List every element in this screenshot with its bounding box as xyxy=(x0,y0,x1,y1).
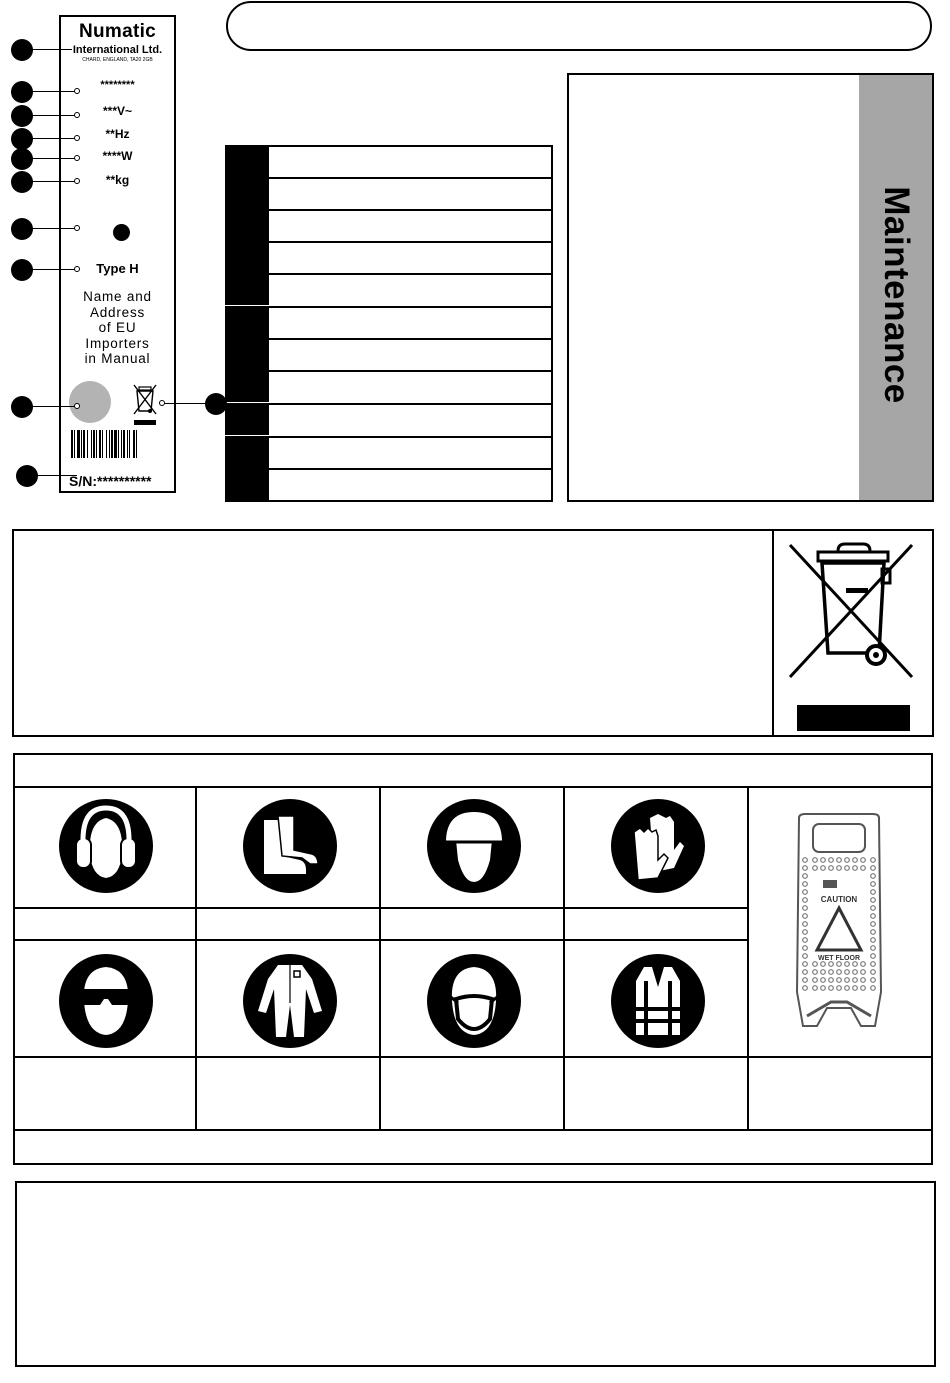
callout-bullet xyxy=(205,393,227,415)
key-row xyxy=(225,177,553,209)
plate-type: Type H xyxy=(96,261,139,276)
ppe-grid-line xyxy=(13,786,933,788)
key-number xyxy=(225,147,269,177)
safety-boots-icon xyxy=(242,798,338,894)
key-number xyxy=(225,340,269,370)
callout-ring xyxy=(74,112,80,118)
plate-weight: **kg xyxy=(105,173,130,187)
key-row xyxy=(225,145,553,177)
weee-bin-small-icon xyxy=(131,381,159,429)
callout-bullet xyxy=(11,39,33,61)
eye-protection-icon xyxy=(58,953,154,1049)
key-row xyxy=(225,338,553,370)
callout-leader xyxy=(22,269,75,270)
callout-leader xyxy=(22,49,72,50)
ppe-grid-line xyxy=(13,1129,933,1131)
wet-floor-sign-icon xyxy=(791,812,887,1038)
callout-leader xyxy=(22,406,75,407)
ppe-grid-line xyxy=(931,753,933,1165)
ppe-grid-line xyxy=(747,786,749,1131)
callout-ring xyxy=(74,135,80,141)
callout-ring xyxy=(74,178,80,184)
plate-serial: S/N:********** xyxy=(69,473,152,489)
high-visibility-vest-icon xyxy=(610,953,706,1049)
key-number xyxy=(225,405,269,435)
key-number xyxy=(225,179,269,209)
key-table-border xyxy=(225,500,553,502)
callout-bullet xyxy=(11,128,33,150)
respiratory-mask-icon xyxy=(426,953,522,1049)
key-row xyxy=(225,241,553,273)
ppe-grid-line xyxy=(379,786,381,1131)
key-number xyxy=(225,243,269,273)
callout-leader xyxy=(162,403,207,404)
key-row xyxy=(225,209,553,241)
weee-black-bar xyxy=(797,705,910,731)
gloves-icon xyxy=(610,798,706,894)
class-dot-icon xyxy=(113,224,130,241)
key-row xyxy=(225,370,553,402)
approval-seal-icon xyxy=(69,381,111,423)
sign-caution-text: CAUTION xyxy=(820,895,858,904)
notes-panel xyxy=(15,1181,936,1367)
callout-leader xyxy=(22,115,75,116)
callout-ring xyxy=(74,88,80,94)
maintenance-tab-label: Maintenance xyxy=(876,186,916,404)
callout-ring xyxy=(74,403,80,409)
plate-frequency: **Hz xyxy=(105,127,130,141)
key-row xyxy=(225,403,553,435)
callout-bullet xyxy=(11,171,33,193)
key-number xyxy=(225,438,269,468)
ppe-grid-line xyxy=(13,1056,933,1058)
key-number xyxy=(225,211,269,241)
sign-wet-floor-text: WET FLOOR xyxy=(818,955,860,962)
key-number xyxy=(225,308,269,338)
callout-bullet xyxy=(11,259,33,281)
plate-power: ****W xyxy=(102,149,133,163)
callout-bullet xyxy=(11,81,33,103)
callout-bullet xyxy=(11,105,33,127)
callout-bullet xyxy=(11,148,33,170)
callout-leader xyxy=(22,228,75,229)
callout-ring xyxy=(159,400,165,406)
key-row xyxy=(225,468,553,500)
key-row xyxy=(225,273,553,305)
plate-brand: Numatic xyxy=(78,21,157,42)
ppe-grid-line xyxy=(13,1163,933,1165)
protective-clothing-icon xyxy=(242,953,338,1049)
plate-importer-note: Name and Address of EU Importers in Manual xyxy=(83,289,152,366)
callout-leader xyxy=(22,181,75,182)
callout-leader xyxy=(27,475,77,476)
barcode-icon xyxy=(69,430,165,460)
callout-leader xyxy=(22,91,75,92)
key-row xyxy=(225,436,553,468)
callout-bullet xyxy=(11,396,33,418)
key-number xyxy=(225,470,269,500)
callout-leader xyxy=(22,138,75,139)
ppe-grid-line xyxy=(13,753,15,1165)
page-title xyxy=(226,1,932,51)
plate-address: CHARD, ENGLAND, TA20 2GB xyxy=(82,57,153,63)
callout-bullet xyxy=(11,218,33,240)
plate-company: International Ltd. xyxy=(72,44,163,56)
ppe-grid-line xyxy=(13,753,933,755)
callout-ring xyxy=(74,155,80,161)
callout-leader xyxy=(22,158,75,159)
head-protection-icon xyxy=(426,798,522,894)
weee-divider xyxy=(772,529,774,737)
callout-bullet xyxy=(16,465,38,487)
plate-voltage: ***V~ xyxy=(102,104,133,118)
callout-ring xyxy=(74,225,80,231)
key-number xyxy=(225,372,269,402)
plate-model-code: ******** xyxy=(100,79,135,91)
crossed-wheelie-bin-icon xyxy=(786,541,916,681)
ppe-grid-line xyxy=(563,786,565,1131)
key-number xyxy=(225,275,269,305)
ppe-grid-line xyxy=(195,786,197,1131)
callout-ring xyxy=(74,266,80,272)
rating-plate xyxy=(59,15,176,493)
ear-protection-icon xyxy=(58,798,154,894)
key-row xyxy=(225,306,553,338)
key-table-border xyxy=(551,145,553,502)
